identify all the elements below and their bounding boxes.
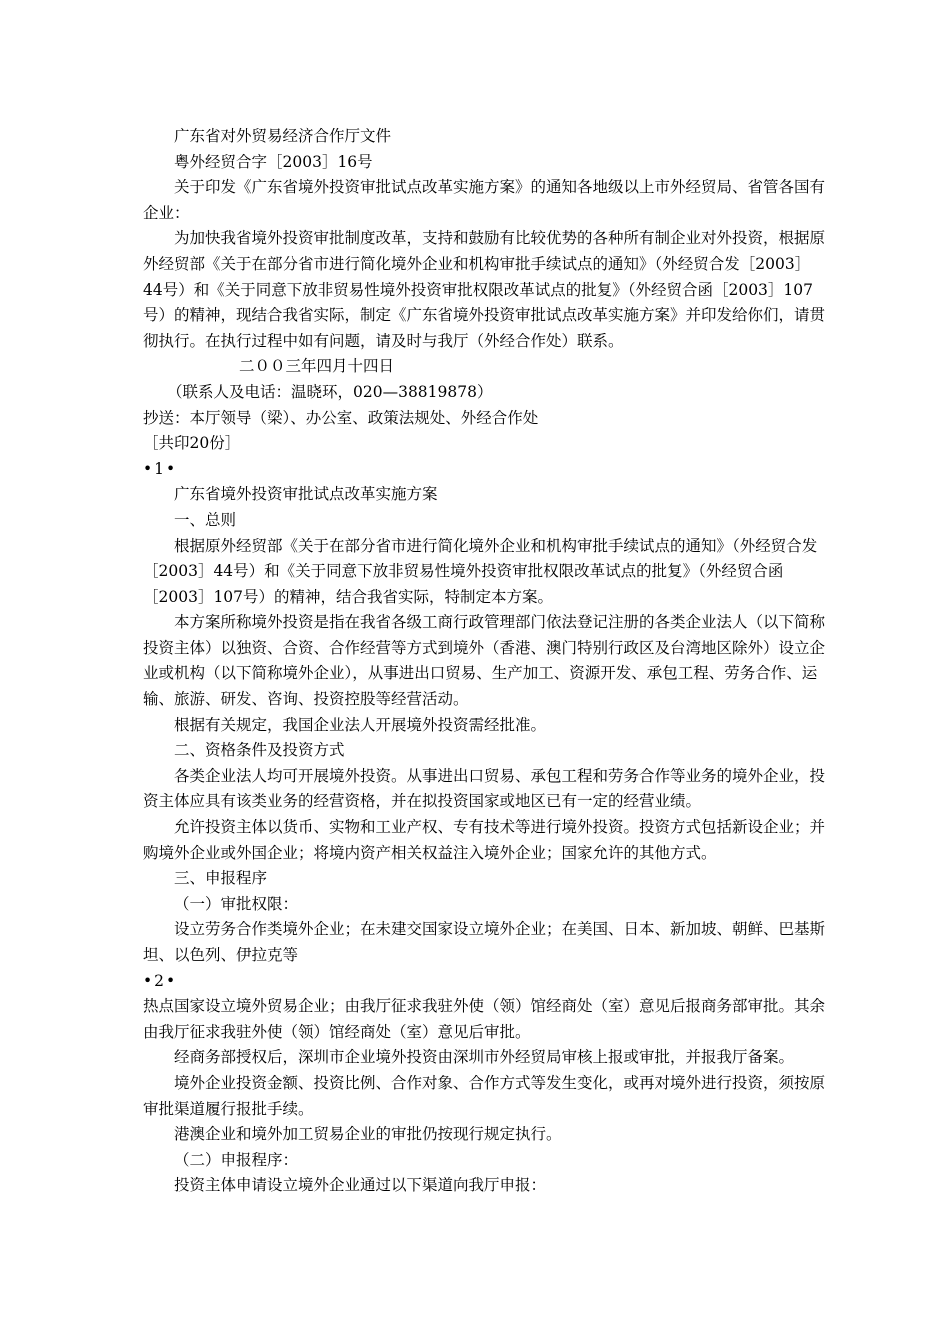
document-paragraph: （联系人及电话：温晓环，020—38819878） [167, 382, 493, 401]
document-paragraph: 粤外经贸合字［2003］16号 [174, 152, 373, 171]
document-paragraph: 允许投资主体以货币、实物和工业产权、专有技术等进行境外投资。投资方式包括新设企业；并购境外企业或外国企业；将境内资产相关权益注入境外企业；国家允许的其他方式。 [143, 818, 826, 862]
document-paragraph: 为加快我省境外投资审批制度改革，支持和鼓励有比较优势的各种所有制企业对外投资，根据原外经贸部《关于在部分省市进行简化境外企业和机构审批手续试点的通知》（外经贸合发［2003］44号）和《关于同意下放非贸易性境外投资审批权限改革试点的批复》（外经贸合函［2003］107号）的精神，现结合我省实际，制定《广东省境外投资审批试点改革实施方案》并印发给你们，请贯彻执行。在执行过程中如有问题，请及时与我厅（外经合作处）联系。 [143, 229, 826, 350]
document-paragraph: 投资主体申请设立境外企业通过以下渠道向我厅申报： [174, 1176, 547, 1195]
document-paragraph: 经商务部授权后，深圳市企业境外投资由深圳市外经贸局审核上报或审批，并报我厅备案。 [174, 1048, 795, 1067]
document-paragraph: （一）审批权限： [174, 894, 299, 913]
document-body [143, 124, 825, 1199]
document-paragraph: 本方案所称境外投资是指在我省各级工商行政管理部门依法登记注册的各类企业法人（以下简称投资主体）以独资、合资、合作经营等方式到境外（香港、澳门特别行政区及台湾地区除外）设立企业或机构（以下简称境外企业），从事进出口贸易、生产加工、资源开发、承包工程、劳务合作、运输、旅游、研发、咨询、投资控股等经营活动。 [143, 613, 826, 709]
document-paragraph: 各类企业法人均可开展境外投资。从事进出口贸易、承包工程和劳务合作等业务的境外企业，投资主体应具有该类业务的经营资格，并在拟投资国家或地区已有一定的经营业绩。 [143, 766, 826, 811]
document-paragraph: ［共印20份］ [143, 434, 241, 453]
document-paragraph: 港澳企业和境外加工贸易企业的审批仍按现行规定执行。 [174, 1125, 562, 1144]
document-paragraph: （二）申报程序： [174, 1150, 299, 1169]
document-paragraph: 抄送：本厅领导（梁）、办公室、政策法规处、外经合作处 [143, 408, 539, 427]
document-paragraph: 根据原外经贸部《关于在部分省市进行简化境外企业和机构审批手续试点的通知》（外经贸合发［2003］44号）和《关于同意下放非贸易性境外投资审批权限改革试点的批复》（外经贸合函［2003］107号）的精神，结合我省实际，特制定本方案。 [143, 536, 818, 606]
document-paragraph: 二、资格条件及投资方式 [174, 741, 345, 760]
page-number-marker: •1• [143, 459, 178, 478]
document-paragraph: 设立劳务合作类境外企业；在未建交国家设立境外企业；在美国、日本、新加坡、朝鲜、巴基斯坦、以色列、伊拉克等 [143, 920, 826, 964]
document-paragraph: 境外企业投资金额、投资比例、合作对象、合作方式等发生变化，或再对境外进行投资，须按原审批渠道履行报批手续。 [143, 1073, 826, 1118]
document-paragraph: 根据有关规定，我国企业法人开展境外投资需经批准。 [174, 715, 547, 734]
document-paragraph: 二００三年四月十四日 [239, 357, 395, 376]
document-paragraph: 一、总则 [174, 510, 237, 529]
document-paragraph: 关于印发《广东省境外投资审批试点改革实施方案》的通知各地级以上市外经贸局、省管各国有企业： [143, 178, 826, 222]
document-paragraph: 广东省境外投资审批试点改革实施方案 [174, 485, 438, 504]
page-number-marker: •2• [143, 971, 178, 990]
document-paragraph: 热点国家设立境外贸易企业；由我厅征求我驻外使（领）馆经商处（室）意见后报商务部审批。其余由我厅征求我驻外使（领）馆经商处（室）意见后审批。 [143, 997, 826, 1041]
document-paragraph: 三、申报程序 [174, 869, 268, 888]
document-paragraph: 广东省对外贸易经济合作厅文件 [174, 127, 392, 145]
